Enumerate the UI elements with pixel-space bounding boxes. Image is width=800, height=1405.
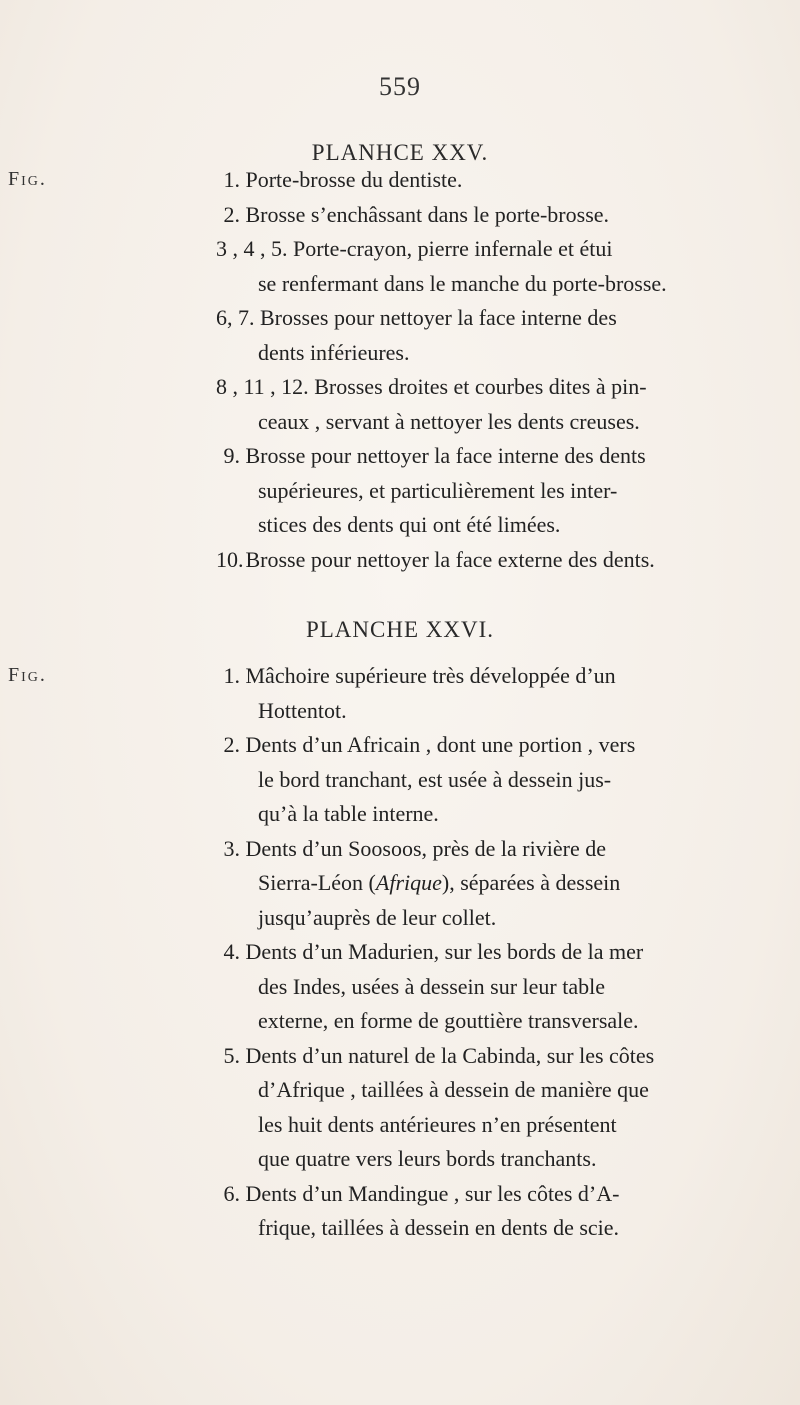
list-item: 2. Dents d’un Africain , dont une portion , vers [223, 732, 636, 757]
list-item: 2. Brosse s’enchâssant dans le porte-brosse. [223, 201, 610, 227]
plate-26-entries [216, 659, 740, 1246]
list-item: 6. Dents d’un Mandingue , sur les côtes d’A- [223, 1180, 620, 1206]
list-item: 1. Mâchoire supérieure très développée d’un [223, 663, 616, 688]
list-item-continuation: se renfermant dans le manche du porte-brosse. [258, 270, 667, 296]
list-item: 6, 7. Brosses pour nettoyer la face interne des [216, 305, 617, 330]
plate-25-fig-label: Fig. [8, 168, 47, 190]
list-item-continuation: stices des dents qui ont été limées. [258, 512, 561, 537]
plate-25-entries [216, 163, 740, 577]
list-item-continuation: ceaux , servant à nettoyer les dents creuses. [258, 408, 640, 434]
list-item-continuation: d’Afrique , taillées à dessein de manière que [258, 1077, 649, 1102]
list-item-continuation: que quatre vers leurs bords tranchants. [258, 1146, 597, 1171]
plate-26-fig-label: Fig. [8, 664, 47, 686]
list-item: 5. Dents d’un naturel de la Cabinda, sur les côtes [223, 1042, 655, 1068]
plate-26-title: PLANCHE XXVI. [305, 617, 495, 642]
list-item-continuation: le bord tranchant, est usée à dessein jus- [258, 766, 612, 792]
list-item: 3. Dents d’un Soosoos, près de la rivière de [223, 835, 606, 861]
list-item-continuation: externe, en forme de gouttière transversale. [258, 1008, 639, 1033]
list-item: 10. Brosse pour nettoyer la face externe des dents. [216, 546, 655, 572]
italic-word: Afrique [375, 870, 442, 895]
list-item: 8 , 11 , 12. Brosses droites et courbes dites à pin- [216, 374, 647, 399]
plate-25-title: PLANHCE XXV. [311, 140, 489, 165]
list-item-continuation: Sierra-Léon (Afrique), séparées à dessein [258, 870, 621, 895]
list-item-continuation: frique, taillées à dessein en dents de scie. [258, 1215, 620, 1240]
list-item: 3 , 4 , 5. Porte-crayon, pierre infernale et étui [216, 236, 613, 261]
page-number: 559 [379, 72, 421, 101]
list-item: 9. Brosse pour nettoyer la face interne des dents [223, 443, 646, 468]
list-item-continuation: qu’à la table interne. [258, 801, 439, 826]
list-item: 1. Porte-brosse du dentiste. [223, 167, 463, 192]
list-item-continuation: des Indes, usées à dessein sur leur table [258, 973, 606, 999]
list-item-continuation: les huit dents antérieures n’en présentent [258, 1111, 617, 1137]
list-item-continuation: Hottentot. [258, 697, 347, 723]
list-item-continuation: supérieures, et particulièrement les inter- [258, 477, 618, 503]
list-item-continuation: dents inférieures. [258, 339, 410, 365]
list-item: 4. Dents d’un Madurien, sur les bords de la mer [223, 939, 644, 964]
list-item-continuation: jusqu’auprès de leur collet. [258, 904, 497, 930]
